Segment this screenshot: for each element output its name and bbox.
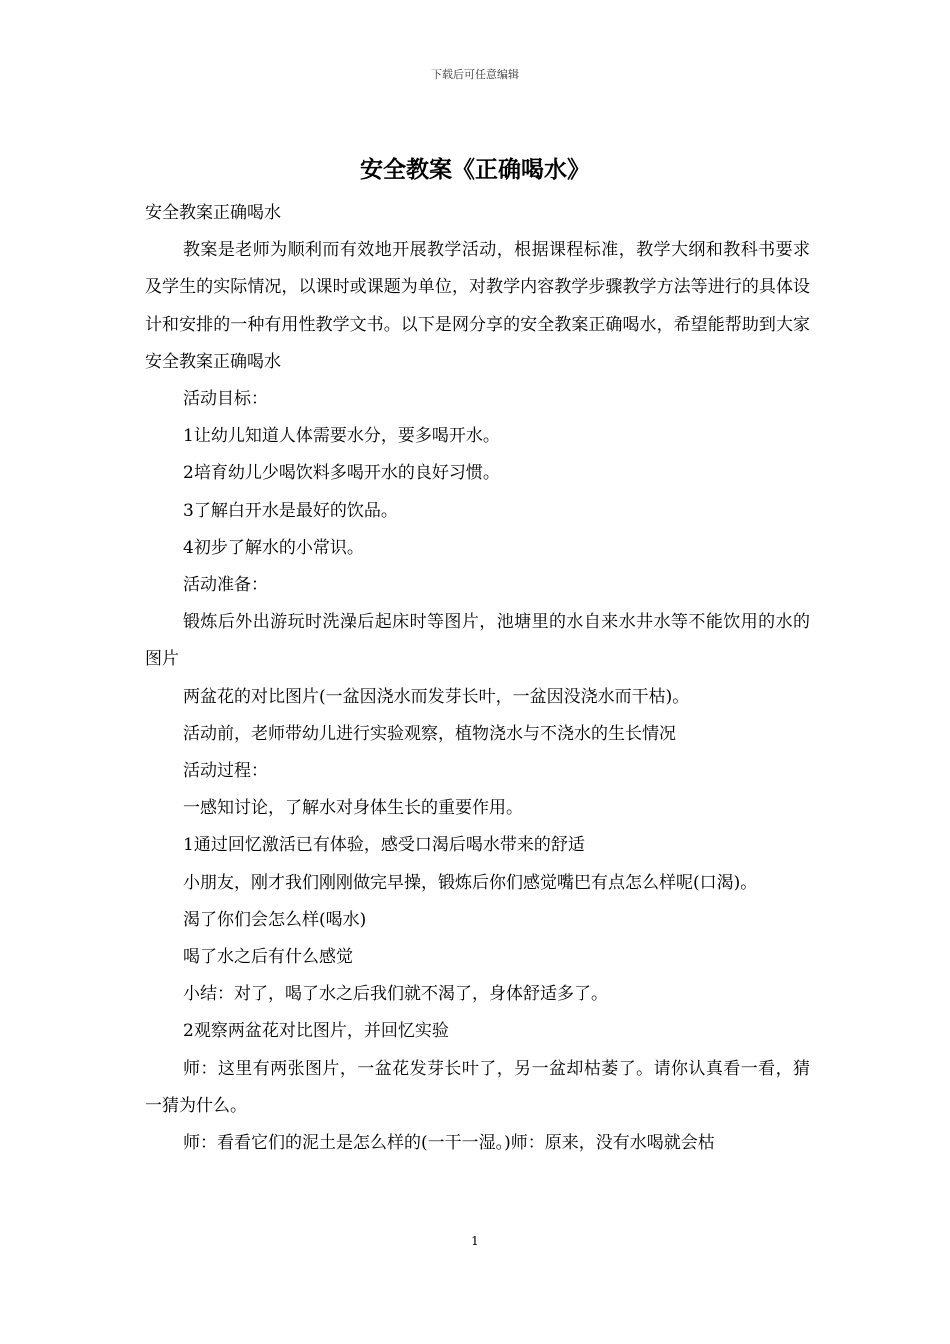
- paragraph: 活动准备：: [183, 575, 268, 596]
- paragraph: 活动目标：: [183, 389, 268, 410]
- paragraph: 师：看看它们的泥土是怎么样的(一干一湿。)师：原来，没有水喝就会枯: [183, 1133, 715, 1154]
- paragraph: 一感知讨论，了解水对身体生长的重要作用。: [183, 798, 523, 819]
- paragraph: 小朋友，刚才我们刚刚做完早操，锻炼后你们感觉嘴巴有点怎么样呢(口渴)。: [183, 872, 758, 893]
- paragraph: 3了解白开水是最好的饮品。: [183, 500, 398, 521]
- page-header: 下载后可任意编辑: [431, 68, 519, 81]
- paragraph: 4初步了解水的小常识。: [183, 537, 364, 558]
- paragraph: 活动过程：: [183, 761, 268, 782]
- paragraph: 2培育幼儿少喝饮料多喝开水的良好习惯。: [183, 463, 500, 484]
- paragraph: 两盆花的对比图片(一盆因浇水而发芽长叶，一盆因没浇水而干枯)。: [183, 686, 690, 707]
- document-subtitle: 安全教案正确喝水: [145, 203, 281, 223]
- paragraph: 1让幼儿知道人体需要水分，要多喝开水。: [183, 426, 500, 447]
- paragraph: 2观察两盆花对比图片，并回忆实验: [183, 1021, 449, 1042]
- paragraph: 活动前，老师带幼儿进行实验观察，植物浇水与不浇水的生长情况: [183, 723, 676, 744]
- page-number: 1: [471, 1234, 479, 1248]
- paragraph: 1通过回忆激活已有体验，感受口渴后喝水带来的舒适: [183, 835, 585, 856]
- paragraph: 喝了水之后有什么感觉: [183, 947, 353, 968]
- paragraph: 师：这里有两张图片，一盆花发芽长叶了，另一盆却枯萎了。请你认真看一看，猜一猜为什么。: [145, 1058, 810, 1116]
- paragraph: 教案是老师为顺利而有效地开展教学活动，根据课程标准，教学大纲和教科书要求及学生的实际情况，以课时或课题为单位，对教学内容教学步骤教学方法等进行的具体设计和安排的一种有用性教学文书。以下是网分享的安全教案正确喝水，希望能帮助到大家安全教案正确喝水: [145, 240, 810, 372]
- paragraph: 锻炼后外出游玩时洗澡后起床时等图片，池塘里的水自来水井水等不能饮用的水的图片: [145, 612, 810, 670]
- paragraph: 小结：对了，喝了水之后我们就不渴了，身体舒适多了。: [183, 984, 608, 1005]
- paragraph: 渴了你们会怎么样(喝水): [183, 909, 367, 930]
- document-title: 安全教案《正确喝水》: [360, 156, 590, 183]
- document-body: [145, 195, 810, 1162]
